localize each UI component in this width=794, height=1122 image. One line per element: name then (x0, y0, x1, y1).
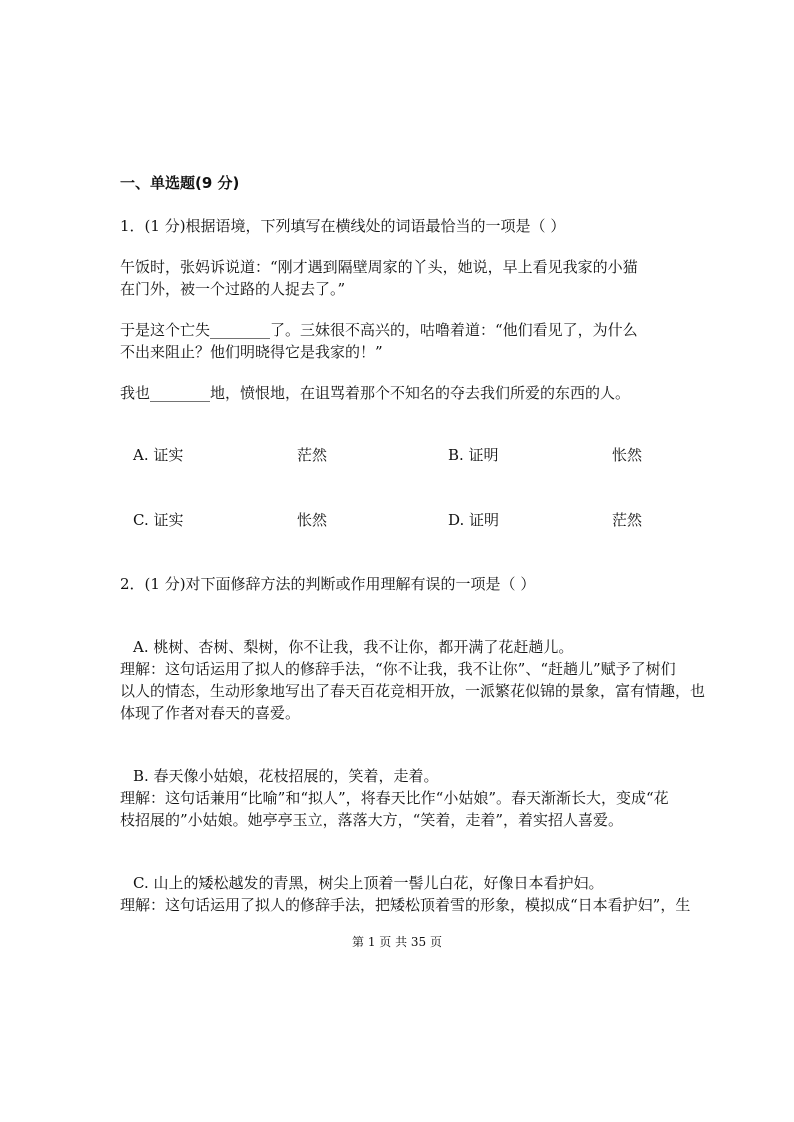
option-a-explanation-line: 体现了作者对春天的喜爱。 (120, 704, 301, 722)
option-c-explanation-line: 理解：这句话运用了拟人的修辞手法，把矮松顶着雪的形象，模拟成“日本看护妇”，生 (120, 896, 691, 914)
option-a-explanation-line: 理解：这句话运用了拟人的修辞手法，“你不让我，我不让你”、“赶趟儿”赋予了树们 (120, 660, 676, 678)
option-c-sentence: C. 山上的矮松越发的青黑，树尖上顶着一髻儿白花，好像日本看护妇。 (133, 874, 604, 892)
option-a-explanation-line: 以人的情态，生动形象地写出了春天百花竞相开放，一派繁花似锦的景象，富有情趣，也 (120, 682, 706, 700)
option-b-word-2: 怅然 (612, 446, 643, 464)
section-title: 一、单选题(9 分) (120, 174, 240, 192)
question-2-stem: 2．(1 分)对下面修辞方法的判断或作用理解有误的一项是（ ） (120, 575, 536, 593)
passage-line: 于是这个亡失________了。三妹很不高兴的，咕噜着道：“他们看见了，为什么 (120, 321, 638, 339)
option-a-word-2: 茫然 (297, 446, 328, 464)
option-b-explanation-line: 理解：这句话兼用“比喻”和“拟人”，将春天比作“小姑娘”。春天渐渐长大，变成“花 (120, 789, 669, 807)
passage-line: 在门外，被一个过路的人捉去了。” (120, 280, 346, 298)
option-b-sentence: B. 春天像小姑娘，花枝招展的，笑着，走着。 (133, 767, 439, 785)
option-b-word-1: B. 证明 (448, 446, 499, 464)
question-1-stem: 1．(1 分)根据语境，下列填写在横线处的词语最恰当的一项是（ ） (120, 217, 566, 235)
option-c-word-2: 怅然 (297, 511, 328, 529)
passage-line: 不出来阻止？他们明晓得它是我家的！” (120, 343, 383, 361)
option-d-word-2: 茫然 (612, 511, 643, 529)
option-a-word-1: A. 证实 (133, 446, 184, 464)
question-1-passage-3: 我也________地，愤恨地，在诅骂着那个不知名的夺去我们所爱的东西的人。 (120, 384, 631, 402)
option-b-explanation-line: 枝招展的”小姑娘。她亭亭玉立，落落大方，“笑着，走着”，着实招人喜爱。 (120, 811, 624, 829)
page-number-footer: 第 1 页 共 35 页 (352, 935, 442, 949)
option-a-sentence: A. 桃树、杏树、梨树，你不让我，我不让你，都开满了花赶趟儿。 (133, 638, 574, 656)
option-d-word-1: D. 证明 (448, 511, 500, 529)
option-c-word-1: C. 证实 (133, 511, 184, 529)
passage-line: 午饭时，张妈诉说道：“刚才遇到隔壁周家的丫头，她说，早上看见我家的小猫 (120, 258, 638, 276)
